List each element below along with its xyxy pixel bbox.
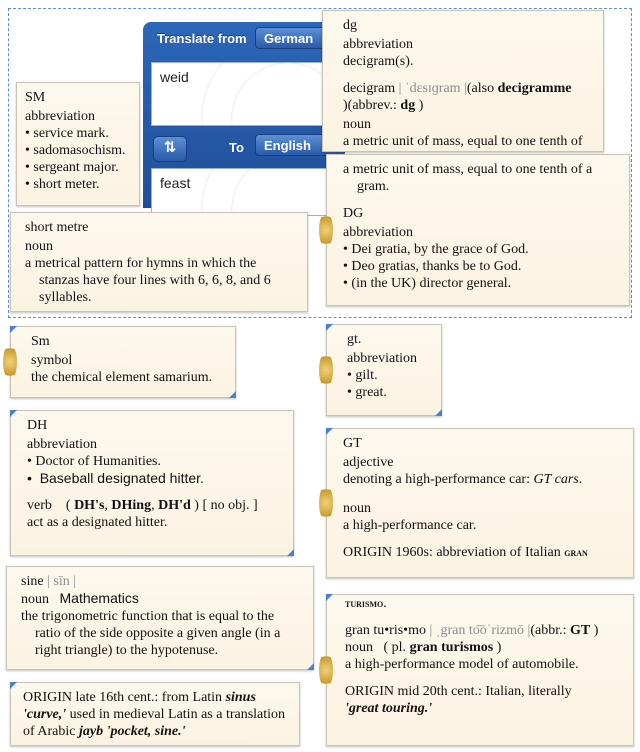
card-sm-symbol [10,326,236,398]
sense-text: Baseball designated hitter. [39,470,204,486]
cut-off-line: a metric unit of mass, equal to one tenth of [343,134,583,149]
verb-form: DHing [111,498,152,513]
resize-handle-icon[interactable] [435,409,442,416]
definition: a high-performance model of automobile. [345,657,579,672]
page-edge-ornament [319,352,333,388]
verb-form: DH'd [158,498,191,513]
translator-panel [143,22,328,208]
overlap-origin: turismo. [345,596,387,611]
card-sine-origin [10,682,300,746]
sense-text: Doctor of Humanities. [35,454,161,469]
list-item: • service mark. [25,125,129,142]
list-item: • short meter. [25,176,129,193]
headword: gran tu•ris•mo [345,623,426,638]
card-sm [16,82,140,206]
page-edge-ornament [319,212,333,248]
pronunciation: ˈdɛsɪɡram [404,81,461,96]
definition: a metrical pattern for hymns in which the stanzas have four lines with 6, 6, 8, and 6 syllables. [25,256,271,305]
result-text: feast [151,168,334,216]
translate-from-bar [143,22,328,54]
origin-word: turismo [345,596,384,610]
definition: the chemical element samarium. [31,370,213,385]
headword: DG [343,206,364,221]
definition [343,471,623,488]
source-language-select[interactable]: German [255,27,345,49]
card-short-metre [10,212,308,312]
verb-line: verb ( DH's, DHing, DH'd ) [ no obj. ] [27,498,258,513]
sense-1: • Doctor of Humanities. [27,454,161,469]
example: GT cars [533,472,579,487]
origin-text: ORIGIN mid 20th cent.: Italian, literally [345,684,572,699]
resize-handle-icon[interactable] [287,549,294,556]
plural-word: gran turismos [409,640,494,655]
headword-line: sine | sīn | [21,574,77,589]
page-edge-ornament [3,344,17,380]
origin-text: ORIGIN 1960s: abbreviation of Italian [343,545,565,560]
origin-text: ORIGIN late 16th cent.: from Latin [23,690,226,705]
list-item: • sergeant major. [25,159,129,176]
headword: GT [343,436,362,451]
plural-suffix: ) [493,640,502,655]
arabic-word: jayb [78,724,104,739]
translate-from-label: Translate from [157,31,247,46]
abbrev-prefix: )(abbrev.: [343,98,401,113]
resize-handle-icon[interactable] [229,391,236,398]
resize-handle-icon[interactable] [10,410,17,417]
abbrev-suffix: ) [415,98,424,113]
pronunciation: sīn [53,574,70,589]
pronunciation: ˌgran to͞oˈrizmō [435,623,525,638]
sense-list [25,125,129,193]
origin-gloss: 'great touring.' [345,701,433,716]
card-dh [10,410,294,556]
headword: Sm [31,334,50,349]
resize-handle-icon[interactable] [326,324,333,331]
part-of-speech: abbreviation [27,437,97,452]
verb-label: verb [27,498,52,513]
list-item: • gilt. [347,367,431,384]
headword: sine [21,574,44,589]
resize-handle-icon[interactable] [10,682,17,689]
part-of-speech-2: noun [343,117,371,132]
definition-2: a high-performance car. [343,518,477,533]
part-of-speech: adjective [343,455,394,470]
entry-line: gran tu•ris•mo | ˌgran to͞oˈrizmō |(abbr.: GT ) [345,623,599,638]
plural-prefix: ( pl. [383,640,410,655]
resize-handle-icon[interactable] [307,663,314,670]
list-item: • sadomasochism. [25,142,129,159]
card-sine [6,566,314,670]
part-of-speech: symbol [31,353,73,368]
entry-line: decigram | ˈdɛsɪɡram |(also decigramme )(abbrev.: dg ) [343,81,572,113]
source-text-input[interactable]: weid [151,62,334,126]
resize-handle-icon[interactable] [10,326,17,333]
part-of-speech: noun [25,239,53,254]
verb-form: DH's [74,498,105,513]
card-dg [322,10,604,152]
page-edge-ornament [319,485,333,521]
variant-word: decigramme [497,81,572,96]
entry-word: decigram [343,81,396,96]
origin [343,544,623,561]
origin [23,689,289,740]
grammar-note: [ no obj. ] [198,498,258,513]
part-of-speech: abbreviation [25,109,95,124]
headword: SM [25,90,46,105]
abbrev-suffix: ) [590,623,599,638]
card-dg-continued [326,154,630,306]
headword: short metre [25,220,89,235]
abbrev-word: GT [570,623,591,638]
swap-icon: ⇅ [163,139,177,156]
latin-gloss: 'curve,' [23,707,67,722]
definition-text: denoting a high-performance car: [343,472,534,487]
list-item: • (in the UK) director general. [343,275,619,292]
resize-handle-icon[interactable] [326,428,333,435]
definition-end: . [578,472,583,487]
sense-2: • Baseball designated hitter. [27,470,204,486]
part-of-speech: noun [345,640,373,655]
part-of-speech-2: noun [343,501,371,516]
resize-handle-icon[interactable] [326,594,333,601]
definition: the trigonometric function that is equal to the ratio of the side opposite a given angle (in a right triangle) to the hypotenuse. [21,609,281,658]
part-of-speech: abbreviation [347,351,417,366]
pos-line [21,590,303,608]
arabic-gloss: 'pocket, sine.' [106,724,186,739]
part-of-speech: noun [21,592,49,607]
pos-line [345,639,623,656]
list-item: • Dei gratia, by the grace of God. [343,241,619,258]
target-language-select[interactable]: English [255,134,345,156]
card-gran-turismo [326,594,634,746]
subject-label: Mathematics [59,590,139,606]
latin-word: sinus [225,690,256,705]
headword: gt. [347,332,362,347]
definition: decigram(s). [343,54,414,69]
headword: dg [343,18,357,33]
verb-definition: act as a designated hitter. [27,515,168,530]
headword: DH [27,418,48,433]
list-item: • Deo gratias, thanks be to God. [343,258,619,275]
abbrev-word: dg [400,98,416,113]
part-of-speech: abbreviation [343,225,413,240]
swap-languages-button[interactable] [153,136,187,162]
definition-continued: a metric unit of mass, equal to one tenth of a gram. [343,162,593,194]
origin-text-2: used in medieval Latin as a translation of Arabic [23,707,286,739]
also-prefix: (also [466,81,498,96]
page-edge-ornament [319,652,333,688]
to-label: To [229,140,244,155]
part-of-speech: abbreviation [343,37,413,52]
sense-list [343,241,619,292]
list-item: • great. [347,384,431,401]
sense-list [347,367,431,401]
card-gt [326,428,634,578]
card-gt-abbreviation [326,324,442,416]
origin-word: gran [564,545,588,559]
abbrev-prefix: (abbr.: [530,623,570,638]
